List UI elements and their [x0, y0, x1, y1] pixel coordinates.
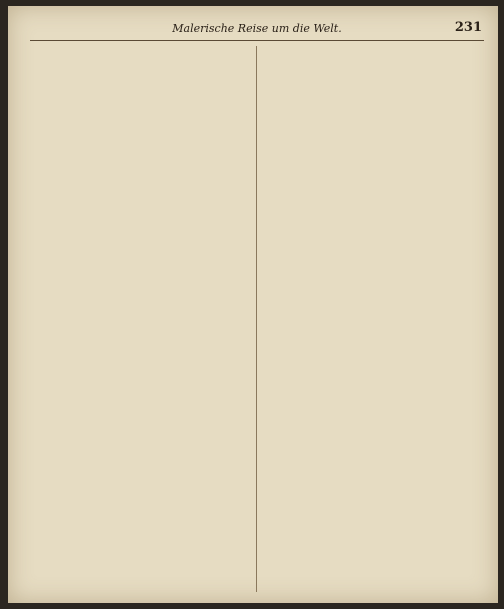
- text-line: [30, 546, 252, 556]
- text-line: [30, 203, 252, 213]
- text-line: [30, 526, 252, 536]
- text-line: [30, 487, 252, 497]
- text-line: [30, 144, 252, 154]
- text-line: [260, 457, 484, 467]
- text-line: [260, 144, 484, 154]
- text-line: [260, 213, 484, 223]
- text-line: [30, 66, 252, 76]
- text-line: [30, 105, 252, 115]
- text-line: [30, 399, 252, 409]
- text-line: [260, 164, 484, 174]
- text-line: [30, 428, 252, 438]
- text-line: [30, 164, 252, 174]
- text-line: [30, 320, 252, 330]
- text-line: [30, 497, 252, 507]
- text-line: [30, 438, 252, 448]
- text-line: [260, 75, 484, 85]
- text-line: [30, 311, 252, 321]
- text-line: [260, 399, 484, 409]
- text-line: [260, 487, 484, 497]
- text-line: [260, 506, 484, 516]
- text-line: [260, 46, 484, 56]
- text-line: [260, 536, 484, 546]
- text-line: [30, 330, 252, 340]
- text-line: [260, 350, 484, 360]
- text-line: [30, 516, 252, 526]
- text-line: [260, 301, 484, 311]
- text-line: [260, 428, 484, 438]
- text-line: [260, 281, 484, 291]
- text-line: [260, 262, 484, 272]
- text-line: [260, 497, 484, 507]
- text-line: [30, 389, 252, 399]
- text-line: [30, 134, 252, 144]
- text-line: [260, 232, 484, 242]
- text-line: [30, 85, 252, 95]
- text-line: [260, 66, 484, 76]
- text-line: [30, 173, 252, 183]
- text-line: [30, 232, 252, 242]
- text-line: [260, 516, 484, 526]
- text-line: [30, 124, 252, 134]
- book-page: [8, 6, 498, 603]
- text-line: [30, 242, 252, 252]
- text-line: [260, 85, 484, 95]
- text-line: [260, 448, 484, 458]
- text-line: [260, 222, 484, 232]
- text-line: [260, 291, 484, 301]
- text-line: [30, 262, 252, 272]
- text-line: [260, 369, 484, 379]
- text-line: [260, 438, 484, 448]
- text-line: [30, 360, 252, 370]
- text-line: [30, 95, 252, 105]
- text-line: [30, 467, 252, 477]
- text-line: [260, 418, 484, 428]
- text-line: [30, 408, 252, 418]
- text-line: [30, 183, 252, 193]
- text-line: [260, 526, 484, 536]
- text-line: [30, 418, 252, 428]
- text-line: [260, 271, 484, 281]
- text-line: [260, 320, 484, 330]
- text-line: [260, 389, 484, 399]
- text-line: [30, 193, 252, 203]
- running-header: [30, 20, 484, 41]
- text-line: [260, 360, 484, 370]
- text-line: [260, 124, 484, 134]
- text-line: [30, 281, 252, 291]
- text-line: [260, 134, 484, 144]
- text-line: [260, 311, 484, 321]
- text-line: [30, 536, 252, 546]
- text-line: [30, 115, 252, 125]
- text-line: [260, 575, 484, 585]
- text-line: [260, 379, 484, 389]
- text-line: [30, 457, 252, 467]
- column-divider: [256, 46, 257, 592]
- text-line: [260, 154, 484, 164]
- text-line: [30, 565, 252, 575]
- text-line: [30, 369, 252, 379]
- text-line: [260, 193, 484, 203]
- left-column: [30, 46, 252, 592]
- page-number: 231: [454, 20, 482, 35]
- text-line: [30, 75, 252, 85]
- text-line: [260, 242, 484, 252]
- text-line: [260, 115, 484, 125]
- text-line: [260, 183, 484, 193]
- text-line: [260, 408, 484, 418]
- text-line: [260, 173, 484, 183]
- text-line: [30, 56, 252, 66]
- text-line: [30, 506, 252, 516]
- text-line: [30, 46, 252, 56]
- right-column: [260, 46, 484, 592]
- text-line: [260, 105, 484, 115]
- text-line: [30, 477, 252, 487]
- text-line: [260, 477, 484, 487]
- text-line: [30, 301, 252, 311]
- text-line: [30, 448, 252, 458]
- text-line: [260, 95, 484, 105]
- text-line: [260, 555, 484, 565]
- text-line: [30, 252, 252, 262]
- text-line: [30, 154, 252, 164]
- text-line: [30, 575, 252, 585]
- text-line: [260, 252, 484, 262]
- text-line: [30, 291, 252, 301]
- text-line: [30, 222, 252, 232]
- text-line: [30, 340, 252, 350]
- text-line: [30, 271, 252, 281]
- text-line: [260, 467, 484, 477]
- text-line: [260, 56, 484, 66]
- text-line: [260, 546, 484, 556]
- running-title: Malerische Reise um die Welt.: [172, 22, 342, 35]
- text-line: [260, 203, 484, 213]
- text-line: [260, 340, 484, 350]
- text-line: [30, 555, 252, 565]
- text-line: [30, 213, 252, 223]
- text-line: [260, 565, 484, 575]
- text-line: [260, 330, 484, 340]
- text-line: [30, 379, 252, 389]
- text-line: [30, 350, 252, 360]
